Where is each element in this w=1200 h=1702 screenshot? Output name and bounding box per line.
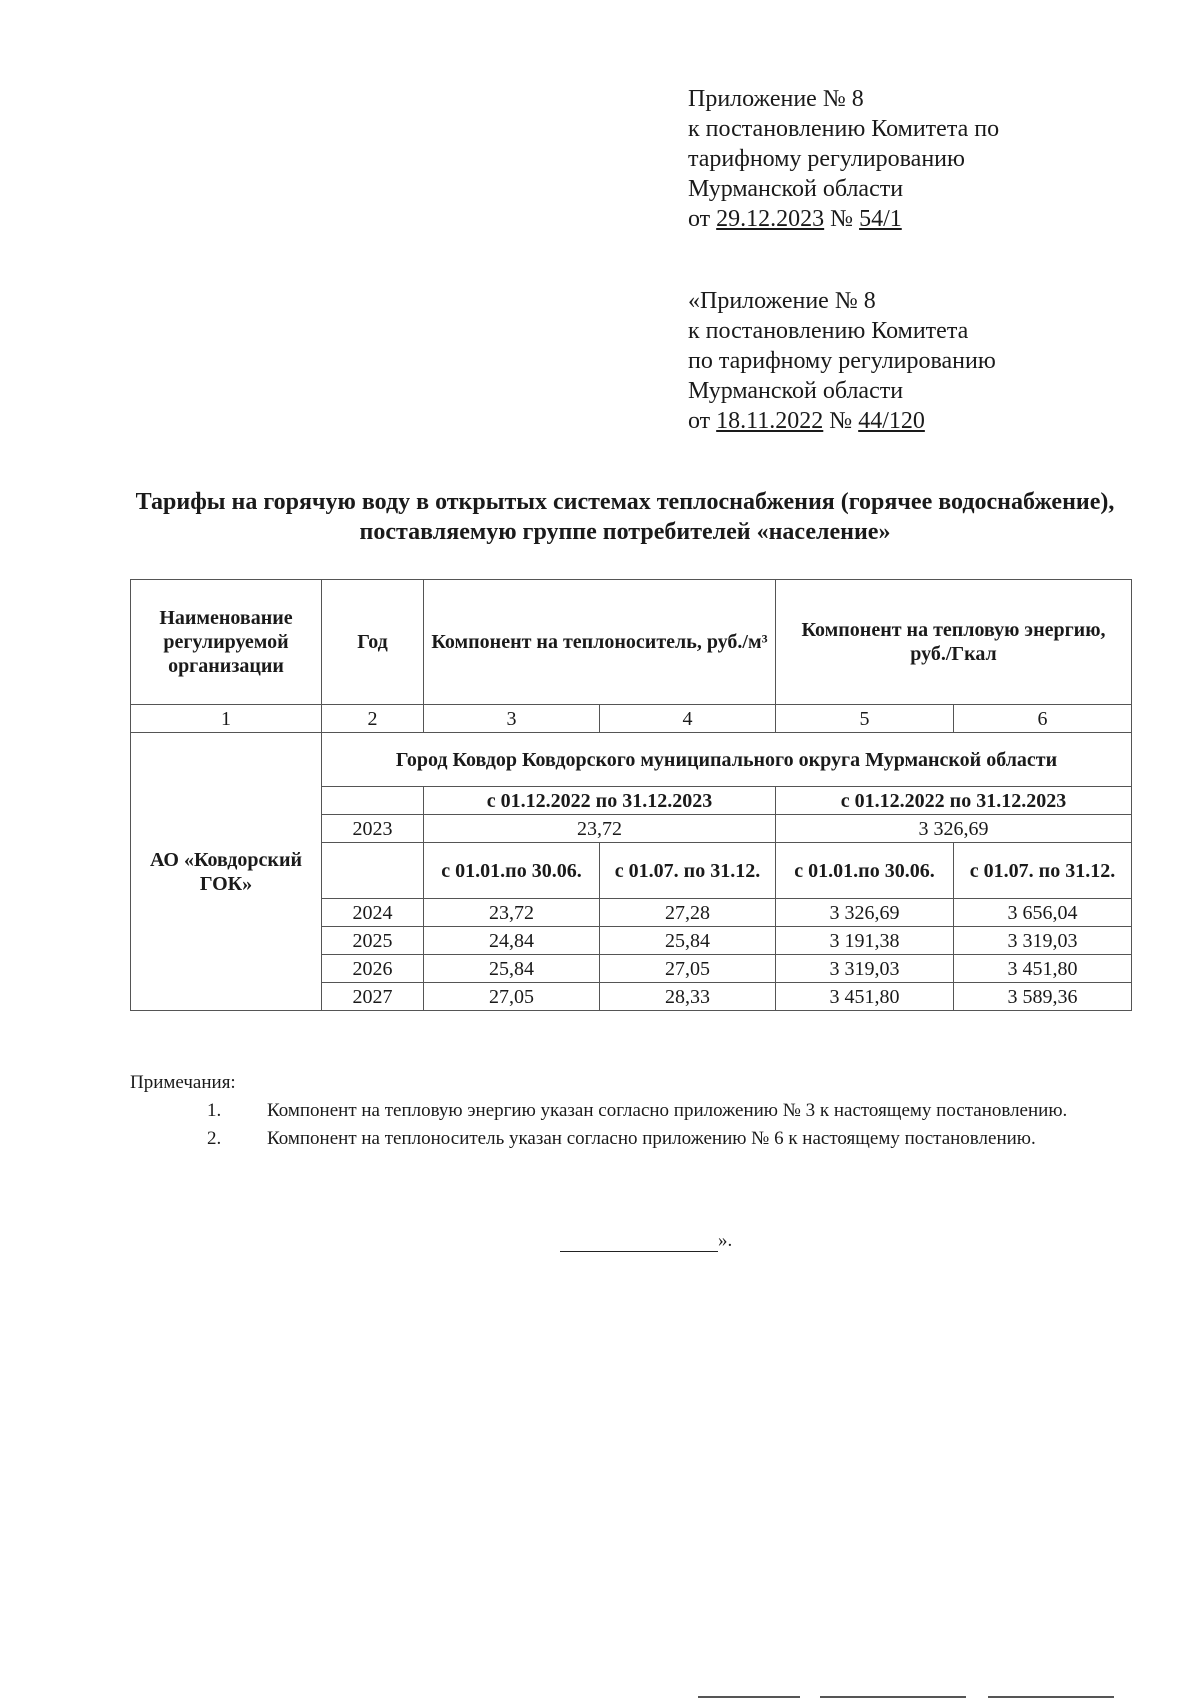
energy-value: 3 319,03	[776, 955, 954, 983]
column-number-row	[131, 705, 1132, 733]
energy-value: 3 656,04	[954, 899, 1132, 927]
notes-heading: Примечания:	[130, 1072, 236, 1093]
annex-line: тарифному регулированию	[688, 146, 965, 172]
col-number: 6	[954, 705, 1132, 733]
header-row	[131, 580, 1132, 705]
annex-header-current	[688, 84, 999, 234]
year-cell-empty	[322, 787, 424, 815]
carrier-value: 27,05	[424, 983, 600, 1011]
footer-line	[988, 1696, 1114, 1698]
note-number: 2.	[207, 1128, 222, 1149]
annex-line: Мурманской области	[688, 176, 904, 202]
col-number: 1	[131, 705, 322, 733]
energy-value: 3 191,38	[776, 927, 954, 955]
annex-line: по тарифному регулированию	[688, 348, 996, 374]
note-number: 1.	[207, 1100, 222, 1121]
closing-quote: ».	[718, 1230, 733, 1251]
energy-value: 3 451,80	[954, 955, 1132, 983]
half1-energy: с 01.01.по 30.06.	[776, 843, 954, 899]
tariff-table	[130, 579, 1132, 1011]
annex-label: Приложение № 8	[688, 86, 864, 112]
col-number: 2	[322, 705, 424, 733]
decree-number: 44/120	[858, 408, 925, 434]
header-energy-component: Компонент на тепловую энергию, руб./Гкал	[776, 580, 1132, 705]
year-cell: 2025	[322, 927, 424, 955]
header-carrier-component: Компонент на теплоноситель, руб./м³	[424, 580, 776, 705]
number-sign: №	[824, 206, 860, 232]
header-year: Год	[322, 580, 424, 705]
footer-line	[698, 1696, 800, 1698]
energy-value: 3 326,69	[776, 899, 954, 927]
period-carrier: с 01.12.2022 по 31.12.2023	[424, 787, 776, 815]
signature-line	[560, 1231, 718, 1252]
decree-number: 54/1	[859, 206, 902, 232]
year-cell: 2026	[322, 955, 424, 983]
carrier-value: 24,84	[424, 927, 600, 955]
energy-value: 3 589,36	[954, 983, 1132, 1011]
carrier-value: 27,28	[600, 899, 776, 927]
note-text: Компонент на теплоноситель указан согласно приложению № 6 к настоящему постановлению.	[267, 1128, 1036, 1149]
date-prefix: от	[688, 206, 717, 232]
footer-line	[820, 1696, 966, 1698]
col-number: 5	[776, 705, 954, 733]
annex-header-original	[688, 286, 996, 436]
annex-date-line	[688, 204, 999, 234]
annex-date-line	[688, 406, 996, 436]
half2-energy: с 01.07. по 31.12.	[954, 843, 1132, 899]
half1-carrier: с 01.01.по 30.06.	[424, 843, 600, 899]
energy-value: 3 451,80	[776, 983, 954, 1011]
annex-line: к постановлению Комитета по	[688, 116, 1000, 142]
decree-date: 18.11.2022	[716, 408, 824, 434]
annex-line: к постановлению Комитета	[688, 318, 969, 344]
year-cell: 2024	[322, 899, 424, 927]
organization-name: АО «Ковдорский ГОК»	[131, 733, 322, 1011]
carrier-value: 25,84	[600, 927, 776, 955]
year-cell: 2023	[322, 815, 424, 843]
col-number: 3	[424, 705, 600, 733]
carrier-value: 28,33	[600, 983, 776, 1011]
col-number: 4	[600, 705, 776, 733]
note-item	[130, 1097, 1133, 1125]
half2-carrier: с 01.07. по 31.12.	[600, 843, 776, 899]
period-energy: с 01.12.2022 по 31.12.2023	[776, 787, 1132, 815]
location-row	[131, 733, 1132, 787]
note-item	[130, 1125, 1133, 1153]
notes-section	[130, 1069, 1133, 1153]
annex-label: «Приложение № 8	[688, 288, 876, 314]
location-name: Город Ковдор Ковдорского муниципального округа Мурманской области	[322, 733, 1132, 787]
number-sign: №	[823, 408, 859, 434]
year-cell-empty	[322, 843, 424, 899]
carrier-value: 25,84	[424, 955, 600, 983]
note-text: Компонент на тепловую энергию указан согласно приложению № 3 к настоящему постановлению.	[267, 1100, 1068, 1121]
carrier-value: 23,72	[424, 815, 776, 843]
carrier-value: 27,05	[600, 955, 776, 983]
annex-line: Мурманской области	[688, 378, 904, 404]
header-org: Наименование регулируемой организации	[131, 580, 322, 705]
carrier-value: 23,72	[424, 899, 600, 927]
energy-value: 3 319,03	[954, 927, 1132, 955]
year-cell: 2027	[322, 983, 424, 1011]
closing-mark	[560, 1230, 732, 1252]
date-prefix: от	[688, 408, 717, 434]
decree-date: 29.12.2023	[716, 206, 825, 232]
document-title: Тарифы на горячую воду в открытых системах теплоснабжения (горячее водоснабжение), поставляемую группе потребителей «население»	[135, 489, 1115, 545]
energy-value: 3 326,69	[776, 815, 1132, 843]
